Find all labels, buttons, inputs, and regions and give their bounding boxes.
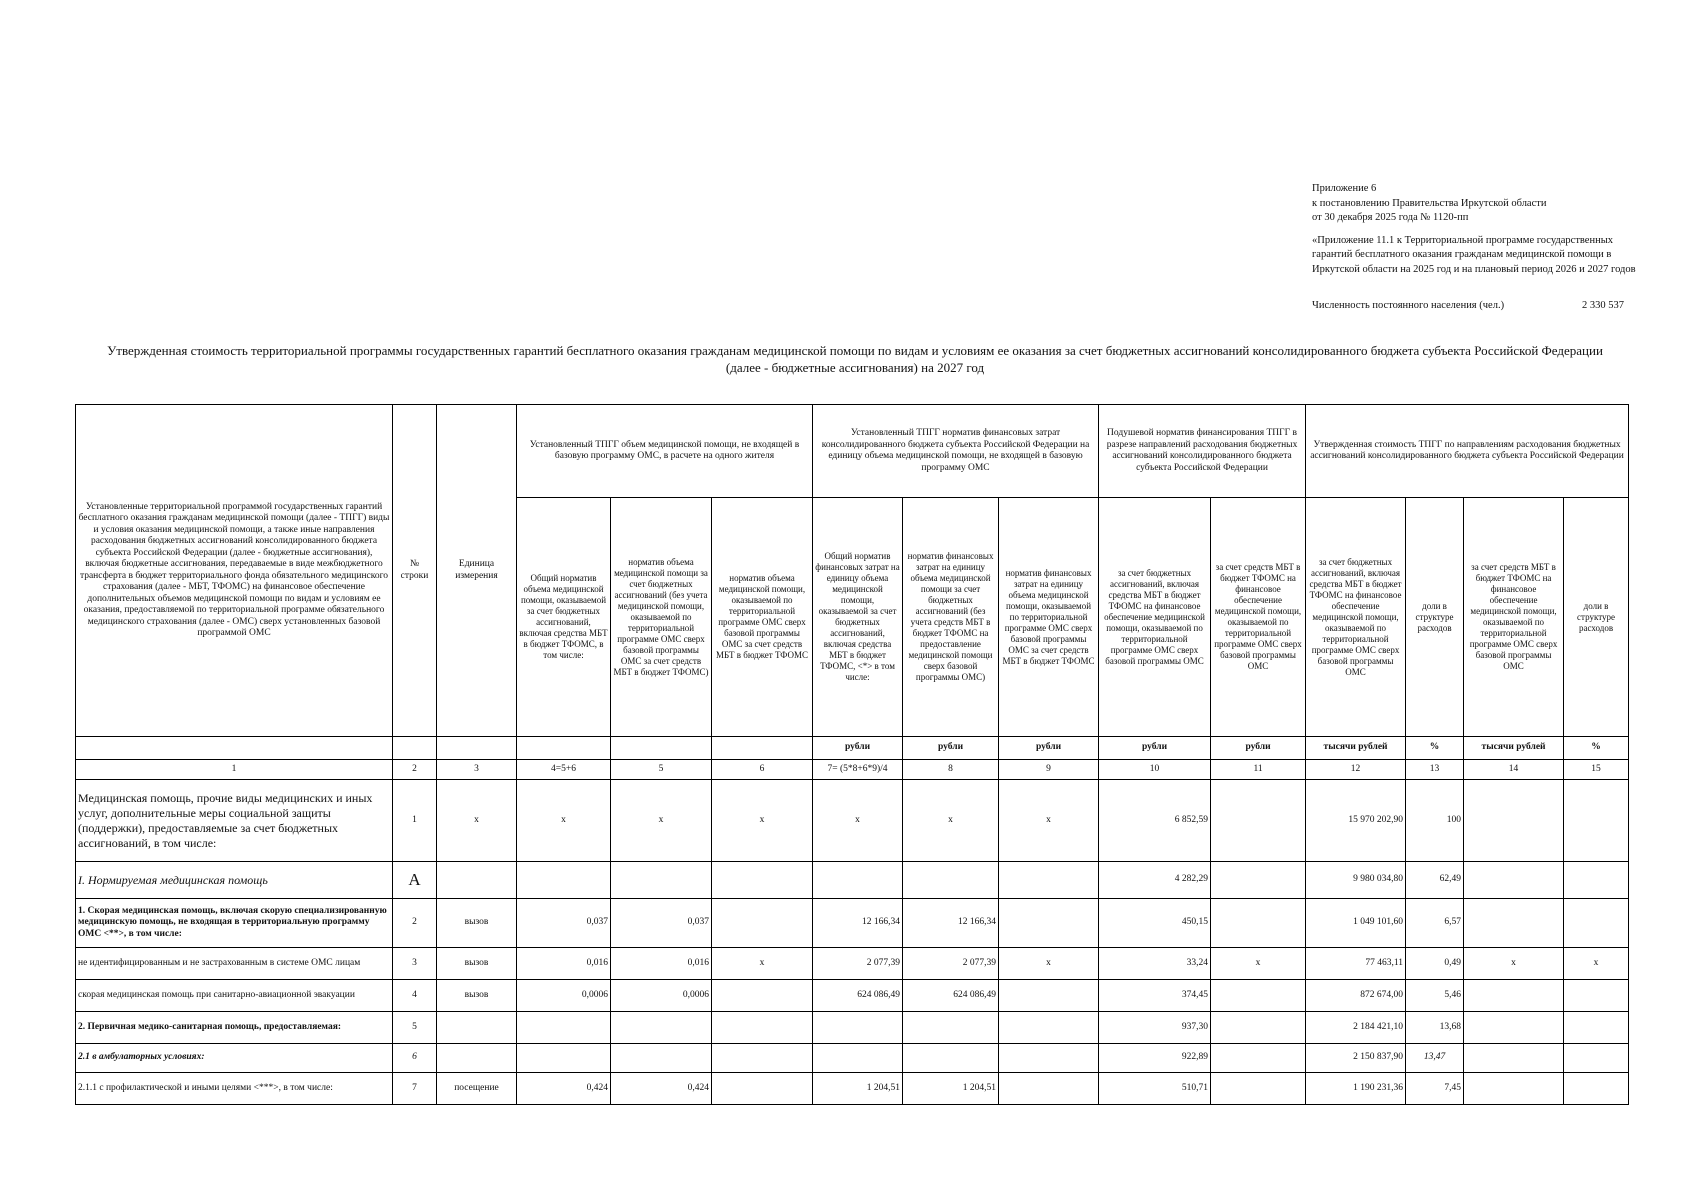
header-group-per-capita: Подушевой норматив финансирования ТПГГ в разрезе направлений расходования бюджетных ассигнований консолидированного бюджета субъекта Российской Федерации <box>1099 405 1306 498</box>
table-cell: 1 204,51 <box>903 1073 999 1105</box>
appendix-block <box>1312 182 1642 277</box>
unit-cell <box>611 737 712 760</box>
table-cell <box>999 862 1099 899</box>
table-cell <box>1564 780 1629 862</box>
unit-cell: рубли <box>1211 737 1306 760</box>
table-cell: х <box>1211 948 1306 980</box>
table-cell <box>1564 899 1629 948</box>
table-cell: посещение <box>437 1073 517 1105</box>
table-cell: х <box>437 780 517 862</box>
table-cell <box>1564 980 1629 1012</box>
row-number: 4 <box>393 980 437 1012</box>
table-cell <box>999 1073 1099 1105</box>
table-cell <box>437 862 517 899</box>
document-title: Утвержденная стоимость территориальной программы государственных гарантий бесплатного оказания гражданам медицинской помощи по видам и условиям ее оказания за счет бюджетных ассигнований консолидированного бюджета субъекта Российской Федерации (далее - бюджетные ассигнования) на 2027 год <box>107 343 1603 375</box>
table-cell: 872 674,00 <box>1306 980 1406 1012</box>
table-cell <box>1564 1012 1629 1044</box>
table-cell: 12 166,34 <box>813 899 903 948</box>
table-cell: 1 190 231,36 <box>1306 1073 1406 1105</box>
table-cell: 1 049 101,60 <box>1306 899 1406 948</box>
table-cell <box>1464 899 1564 948</box>
table-cell: 12 166,34 <box>903 899 999 948</box>
table-cell <box>1564 862 1629 899</box>
table-cell <box>517 1012 611 1044</box>
appendix-line-3: от 30 декабря 2025 года № 1120-пп <box>1312 212 1469 223</box>
table-cell <box>903 1044 999 1073</box>
table-cell: 6 852,59 <box>1099 780 1211 862</box>
population-label: Численность постоянного населения (чел.) <box>1312 300 1505 311</box>
header-col-2: № строки <box>393 405 437 737</box>
table-cell: 0,016 <box>611 948 712 980</box>
row-label: скорая медицинская помощь при санитарно-авиационной эвакуации <box>76 980 393 1012</box>
table-cell: 0,49 <box>1406 948 1464 980</box>
column-number: 6 <box>712 760 813 780</box>
header-col-10: за счет бюджетных ассигнований, включая средства МБТ в бюджет ТФОМС на финансовое обеспечение медицинской помощи, оказываемой по территориальной программе ОМС сверх базовой программы ОМС <box>1099 498 1211 737</box>
table-cell: х <box>903 780 999 862</box>
table-cell: 374,45 <box>1099 980 1211 1012</box>
cost-table <box>75 404 1629 1105</box>
table-cell <box>437 1044 517 1073</box>
table-cell: 0,037 <box>611 899 712 948</box>
column-number: 13 <box>1406 760 1464 780</box>
appendix-line-2: к постановлению Правительства Иркутской области <box>1312 197 1547 209</box>
unit-cell: тысячи рублей <box>1306 737 1406 760</box>
table-cell: 0,424 <box>517 1073 611 1105</box>
unit-cell: рубли <box>999 737 1099 760</box>
header-col-4: Общий норматив объема медицинской помощи, оказываемой за счет бюджетных ассигнований, включая средства МБТ в бюджет ТФОМС, в том числе: <box>517 498 611 737</box>
column-number: 2 <box>393 760 437 780</box>
column-number: 7= (5*8+6*9)/4 <box>813 760 903 780</box>
table-cell <box>1211 862 1306 899</box>
unit-cell: тысячи рублей <box>1464 737 1564 760</box>
table-cell: 624 086,49 <box>813 980 903 1012</box>
appendix-line-4: «Приложение 11.1 к Территориальной программе государственных гарантий бесплатного оказания гражданам медицинской помощи в Иркутской области на 2025 год и на плановый период 2026 и 2027 годов <box>1312 234 1636 275</box>
unit-cell: рубли <box>1099 737 1211 760</box>
table-cell: 0,424 <box>611 1073 712 1105</box>
table-cell <box>999 980 1099 1012</box>
header-col-6: норматив объема медицинской помощи, оказываемой по территориальной программе ОМС сверх базовой программы ОМС за счет средств МБТ в бюджет ТФОМС <box>712 498 813 737</box>
table-cell: х <box>999 780 1099 862</box>
unit-cell: % <box>1564 737 1629 760</box>
table-cell: х <box>1564 948 1629 980</box>
column-number: 14 <box>1464 760 1564 780</box>
table-cell <box>903 862 999 899</box>
table-cell: 15 970 202,90 <box>1306 780 1406 862</box>
header-group-cost-norm: Установленный ТПГГ норматив финансовых затрат консолидированного бюджета субъекта Российской Федерации на единицу объема медицинской помощи, не входящей в базовую программу ОМС <box>813 405 1099 498</box>
table-row <box>76 862 1629 899</box>
table-cell: х <box>611 780 712 862</box>
table-row <box>76 948 1629 980</box>
header-col-8: норматив финансовых затрат на единицу объема медицинской помощи за счет бюджетных ассигнований (без учета средств МБТ в бюджет ТФОМС на предоставление медицинской помощи сверх базовой программы ОМС) <box>903 498 999 737</box>
header-col-9: норматив финансовых затрат на единицу объема медицинской помощи, оказываемой по территориальной программе ОМС сверх базовой программы ОМС за счет средств МБТ в бюджет ТФОМС <box>999 498 1099 737</box>
table-cell <box>813 862 903 899</box>
table-cell: х <box>712 948 813 980</box>
table-cell <box>611 1044 712 1073</box>
row-label: 1. Скорая медицинская помощь, включая скорую специализированную медицинскую помощь, не входящая в территориальную программу ОМС <**>, в том числе: <box>76 899 393 948</box>
table-cell: х <box>1464 948 1564 980</box>
header-col-11: за счет средств МБТ в бюджет ТФОМС на финансовое обеспечение медицинской помощи, оказываемой по территориальной программе ОМС сверх базовой программы ОМС <box>1211 498 1306 737</box>
table-cell <box>712 862 813 899</box>
header-col-14: за счет средств МБТ в бюджет ТФОМС на финансовое обеспечение медицинской помощи, оказываемой по территориальной программе ОМС сверх базовой программы ОМС <box>1464 498 1564 737</box>
table-cell: 33,24 <box>1099 948 1211 980</box>
table-row <box>76 899 1629 948</box>
row-label: не идентифицированным и не застрахованным в системе ОМС лицам <box>76 948 393 980</box>
table-cell: вызов <box>437 980 517 1012</box>
table-cell: 922,89 <box>1099 1044 1211 1073</box>
table-cell <box>712 1044 813 1073</box>
table-cell <box>1464 1012 1564 1044</box>
table-cell: 77 463,11 <box>1306 948 1406 980</box>
unit-cell <box>517 737 611 760</box>
header-col-1: Установленные территориальной программой государственных гарантий бесплатного оказания гражданам медицинской помощи (далее - ТПГГ) виды и условия оказания медицинской помощи, а также иные направления расходования бюджетных ассигнований консолидированного бюджета субъекта Российской Федерации (далее - бюджетные ассигнования), включая бюджетные ассигнования, передаваемые в виде межбюджетного трансферта в бюджет территориального фонда обязательного медицинского страхования (далее - МБТ, ТФОМС) на финансовое обеспечение дополнительных объемов медицинской помощи по видам и условиям ее оказания, предоставляемой по территориальной программе обязательного медицинского страхования (далее - ОМС) сверх установленных базовой программой ОМС <box>76 405 393 737</box>
header-group-total-cost: Утвержденная стоимость ТПГГ по направлениям расходования бюджетных ассигнований консолидированного бюджета субъекта Российской Федерации <box>1306 405 1629 498</box>
row-number: 5 <box>393 1012 437 1044</box>
header-col-7: Общий норматив финансовых затрат на единицу объема медицинской помощи, оказываемой за счет бюджетных ассигнований, включая средства МБТ в бюджет ТФОМС, <*> в том числе: <box>813 498 903 737</box>
table-cell <box>1211 1044 1306 1073</box>
unit-cell: % <box>1406 737 1464 760</box>
table-cell <box>999 1044 1099 1073</box>
header-col-3: Единица измерения <box>437 405 517 737</box>
table-cell: 624 086,49 <box>903 980 999 1012</box>
unit-cell: рубли <box>903 737 999 760</box>
table-cell <box>1464 1044 1564 1073</box>
table-cell <box>517 1044 611 1073</box>
table-cell: 2 077,39 <box>813 948 903 980</box>
table-cell <box>1211 1012 1306 1044</box>
table-cell <box>712 1012 813 1044</box>
row-number: А <box>393 862 437 899</box>
table-cell <box>1464 862 1564 899</box>
table-cell: 0,037 <box>517 899 611 948</box>
row-label: 2.1 в амбулаторных условиях: <box>76 1044 393 1073</box>
unit-cell <box>76 737 393 760</box>
row-label: 2. Первичная медико-санитарная помощь, предоставляемая: <box>76 1012 393 1044</box>
column-number: 10 <box>1099 760 1211 780</box>
table-cell: х <box>517 780 611 862</box>
row-number: 7 <box>393 1073 437 1105</box>
row-number: 6 <box>393 1044 437 1073</box>
table-row <box>76 1044 1629 1073</box>
table-cell <box>903 1012 999 1044</box>
table-row <box>76 1012 1629 1044</box>
header-col-12: за счет бюджетных ассигнований, включая средства МБТ в бюджет ТФОМС на финансовое обеспечение медицинской помощи, оказываемой по территориальной программе ОМС сверх базовой программы ОМС <box>1306 498 1406 737</box>
table-cell: вызов <box>437 899 517 948</box>
column-number: 8 <box>903 760 999 780</box>
row-number: 2 <box>393 899 437 948</box>
table-cell: 62,49 <box>1406 862 1464 899</box>
header-col-13: доли в структуре расходов <box>1406 498 1464 737</box>
table-cell: 9 980 034,80 <box>1306 862 1406 899</box>
table-cell <box>611 1012 712 1044</box>
table-cell: 937,30 <box>1099 1012 1211 1044</box>
column-number: 15 <box>1564 760 1629 780</box>
column-number: 12 <box>1306 760 1406 780</box>
table-cell <box>813 1012 903 1044</box>
table-cell <box>712 1073 813 1105</box>
table-cell: 450,15 <box>1099 899 1211 948</box>
table-cell <box>611 862 712 899</box>
header-col-5: норматив объема медицинской помощи за счет бюджетных ассигнований (без учета медицинской помощи, оказываемой по территориальной программе ОМС сверх базовой программы ОМС за счет средств МБТ в бюджет ТФОМС) <box>611 498 712 737</box>
table-cell <box>1464 1073 1564 1105</box>
row-label: Медицинская помощь, прочие виды медицинских и иных услуг, дополнительные меры социальной защиты (поддержки), предоставляемые за счет бюджетных ассигнований, в том числе: <box>76 780 393 862</box>
table-cell: вызов <box>437 948 517 980</box>
table-cell <box>1211 1073 1306 1105</box>
table-cell: 2 184 421,10 <box>1306 1012 1406 1044</box>
table-cell: х <box>712 780 813 862</box>
appendix-line-1: Приложение 6 <box>1312 183 1377 194</box>
header-col-15: доли в структуре расходов <box>1564 498 1629 737</box>
table-cell: 2 150 837,90 <box>1306 1044 1406 1073</box>
table-cell <box>437 1012 517 1044</box>
table-cell <box>1564 1073 1629 1105</box>
row-label: 2.1.1 с профилактической и иными целями <***>, в том числе: <box>76 1073 393 1105</box>
unit-cell <box>437 737 517 760</box>
column-number: 1 <box>76 760 393 780</box>
row-label: I. Нормируемая медицинская помощь <box>76 862 393 899</box>
table-cell <box>1211 980 1306 1012</box>
unit-cell <box>393 737 437 760</box>
table-cell: 0,0006 <box>611 980 712 1012</box>
table-cell <box>1464 980 1564 1012</box>
column-number: 3 <box>437 760 517 780</box>
table-cell: 0,016 <box>517 948 611 980</box>
table-cell: 7,45 <box>1406 1073 1464 1105</box>
population-line <box>1312 300 1624 311</box>
table-cell <box>517 862 611 899</box>
unit-cell: рубли <box>813 737 903 760</box>
table-row <box>76 780 1629 862</box>
column-number: 9 <box>999 760 1099 780</box>
table-cell: 13,68 <box>1406 1012 1464 1044</box>
table-cell <box>1211 899 1306 948</box>
table-cell: х <box>999 948 1099 980</box>
column-numbers-row <box>76 760 1629 780</box>
unit-cell <box>712 737 813 760</box>
table-cell: 1 204,51 <box>813 1073 903 1105</box>
table-cell <box>712 899 813 948</box>
table-cell: 510,71 <box>1099 1073 1211 1105</box>
table-cell <box>1464 780 1564 862</box>
header-row-1 <box>76 405 1629 498</box>
table-row <box>76 1073 1629 1105</box>
table-cell <box>1211 780 1306 862</box>
table-cell: 5,46 <box>1406 980 1464 1012</box>
column-number: 11 <box>1211 760 1306 780</box>
column-number: 4=5+6 <box>517 760 611 780</box>
population-value: 2 330 537 <box>1582 300 1624 311</box>
row-number: 3 <box>393 948 437 980</box>
table-cell <box>712 980 813 1012</box>
table-cell: 0,0006 <box>517 980 611 1012</box>
table-cell: 6,57 <box>1406 899 1464 948</box>
table-cell <box>813 1044 903 1073</box>
table-cell <box>999 899 1099 948</box>
table-cell: 2 077,39 <box>903 948 999 980</box>
table-cell <box>999 1012 1099 1044</box>
table-cell: 13,47 <box>1406 1044 1464 1073</box>
column-number: 5 <box>611 760 712 780</box>
row-number: 1 <box>393 780 437 862</box>
table-cell: 4 282,29 <box>1099 862 1211 899</box>
table-row <box>76 980 1629 1012</box>
table-cell: 100 <box>1406 780 1464 862</box>
table-cell: х <box>813 780 903 862</box>
header-group-volume: Установленный ТПГГ объем медицинской помощи, не входящей в базовую программу ОМС, в расчете на одного жителя <box>517 405 813 498</box>
table-cell <box>1564 1044 1629 1073</box>
units-row <box>76 737 1629 760</box>
